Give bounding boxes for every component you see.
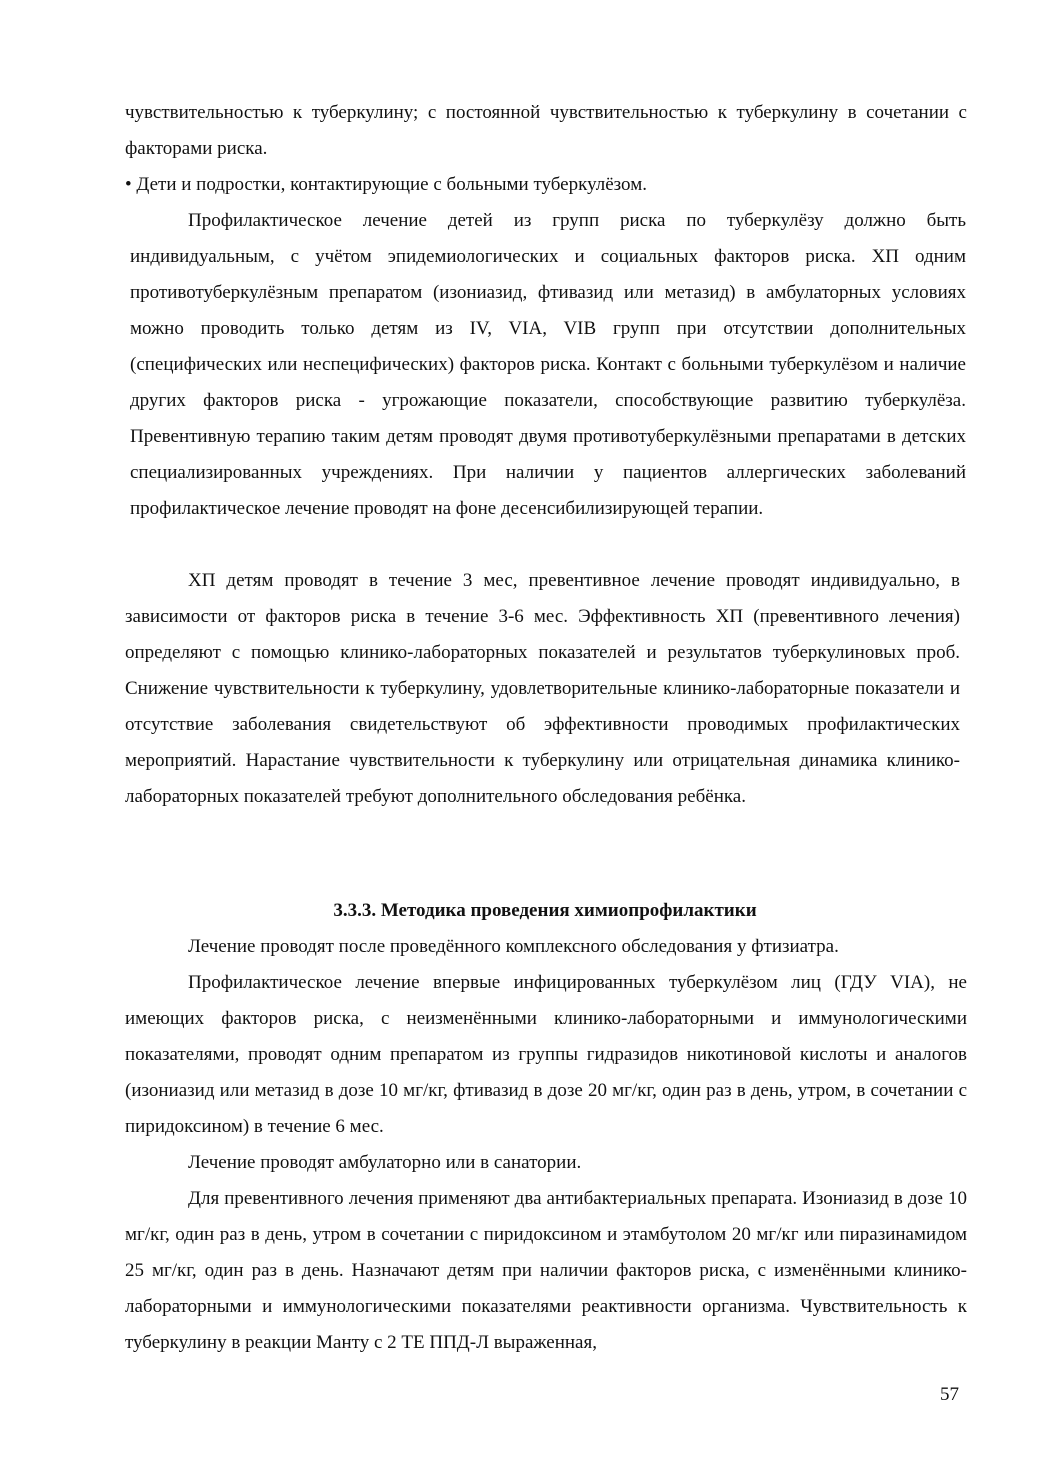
paragraph-method-intro: Лечение проводят после проведённого комплексного обследования у фтизиатра.: [188, 936, 839, 957]
text-block-top: [125, 95, 967, 203]
page-number: 57: [940, 1384, 959, 1405]
bullet-item: • Дети и подростки, контактирующие с больными туберкулёзом.: [125, 174, 647, 195]
paragraph-efficacy: ХП детям проводят в течение 3 мес, превентивное лечение проводят индивидуально, в зависимости от факторов риска в течение 3-6 мес. Эффективность ХП (превентивного лечения) определяют с помощью клинико-лабораторных показателей и результатов туберкулиновых проб. Снижение чувствительности к туберкулину, удовлетворительные клинико-лабораторные показатели и отсутствие заболевания свидетельствуют об эффективности проводимых профилактических мероприятий. Нарастание чувствительности к туберкулину или отрицательная динамика клинико-лабораторных показателей требуют дополнительного обследования ребёнка.: [125, 570, 960, 807]
paragraph-continuation: чувствительностью к туберкулину; с постоянной чувствительностью к туберкулину в сочетании с факторами риска.: [125, 102, 967, 159]
paragraph-two-drugs: Для превентивного лечения применяют два антибактериальных препарата. Изониазид в дозе 10 мг/кг, один раз в день, утром в сочетании с пиридоксином и этамбутолом 20 мг/кг или пиразинамидом 25 мг/кг, один раз в день. Назначают детям при наличии факторов риска, с изменёнными клинико-лабораторными и иммунологическими показателями реактивности организма. Чувствительность к туберкулину в реакции Манту с 2 ТЕ ППД-Л выраженная,: [125, 1188, 967, 1353]
paragraph-preventive-treatment: Профилактическое лечение детей из групп риска по туберкулёзу должно быть индивидуальным, с учётом эпидемиологических и социальных факторов риска. ХП одним противотуберкулёзным препаратом (изониазид, фтивазид или метазид) в амбулаторных условиях можно проводить только детям из IV, VIA, VIB групп при отсутствии дополнительных (специфических или неспецифических) факторов риска. Контакт с больными туберкулёзом и наличие других факторов риска - угрожающие показатели, способствующие развитию туберкулёза. Превентивную терапию таким детям проводят двумя противотуберкулёзными препаратами в детских специализированных учреждениях. При наличии у пациентов аллергических заболеваний профилактическое лечение проводят на фоне десенсибилизирующей терапии.: [130, 210, 966, 519]
paragraph-setting: Лечение проводят амбулаторно или в санатории.: [188, 1152, 582, 1173]
section-heading: 3.3.3. Методика проведения химиопрофилактики: [333, 900, 757, 921]
paragraph-first-infected: Профилактическое лечение впервые инфицированных туберкулёзом лиц (ГДУ VIA), не имеющих факторов риска, с неизменёнными клинико-лабораторными и иммунологическими показателями, проводят одним препаратом из группы гидразидов никотиновой кислоты и аналогов (изониазид или метазид в дозе 10 мг/кг, фтивазид в дозе 20 мг/кг, один раз в день, утром, в сочетании с пиридоксином) в течение 6 мес.: [125, 972, 967, 1137]
text-block-methodology: [125, 929, 967, 1361]
